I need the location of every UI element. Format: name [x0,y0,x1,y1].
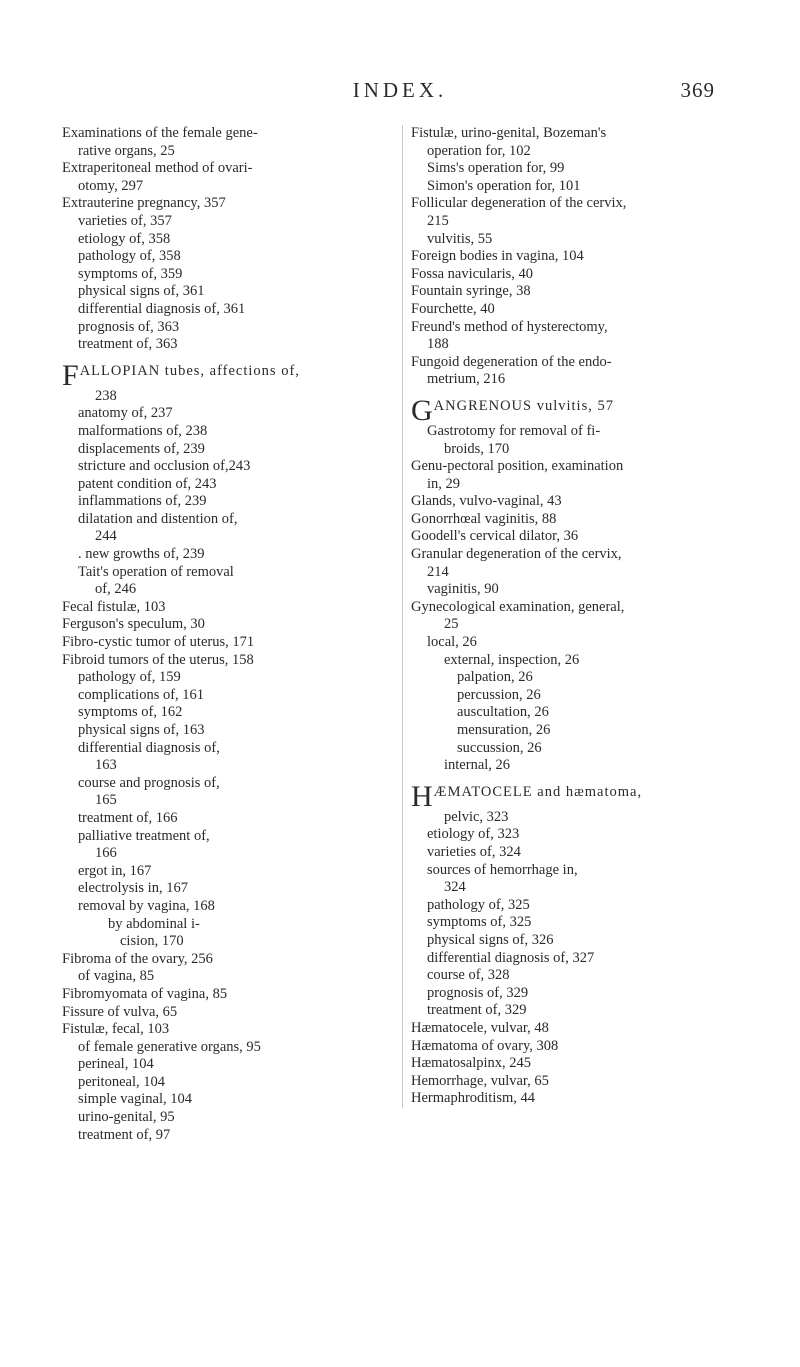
index-entry-text: symptoms of, 325 [427,914,532,931]
index-entry [411,125,741,143]
index-entry-text: metrium, 216 [427,371,506,388]
index-entry-text: Hæmatocele, vulvar, 48 [411,1019,549,1036]
index-entry [62,1021,387,1039]
index-entry-text: treatment of, 97 [78,1126,171,1143]
index-entry [62,143,387,161]
index-entry-text: succussion, 26 [457,739,542,756]
index-entry [411,178,741,196]
page-header [0,78,800,118]
index-section-start [411,398,741,423]
index-entry [62,195,387,213]
index-entry-text: pelvic, 323 [444,808,509,825]
index-entry-text: Hemorrhage, vulvar, 65 [411,1072,549,1089]
index-entry-text: by abdominal i- [108,915,200,932]
index-entry-text: cision, 170 [120,933,184,950]
index-entry-text: 244 [95,528,117,545]
index-entry-text: Fistulæ, urino-genital, Bozeman's [411,125,607,141]
index-entry-text: pathology of, 325 [427,896,530,913]
index-entry-text: peritoneal, 104 [78,1073,165,1090]
index-entry [62,1091,387,1109]
index-entry-text: Fistulæ, fecal, 103 [62,1021,170,1038]
index-entry-text: Freund's method of hysterectomy, [411,318,608,335]
index-entry [411,476,741,494]
index-entry [411,722,741,740]
index-entry [62,845,387,863]
index-entry [411,143,741,161]
index-entry [62,248,387,266]
index-entry-text: Foreign bodies in vagina, 104 [411,248,584,265]
index-entry [62,546,387,564]
drop-capital: G [411,397,433,423]
index-entry-text: 165 [95,792,117,809]
index-entry [411,371,741,389]
index-entry-text: Sims's operation for, 99 [427,160,565,177]
index-entry-text: 166 [95,845,117,862]
index-entry [411,283,741,301]
index-entry-text: Fossa navicularis, 40 [411,265,534,282]
index-entry-text: of vagina, 85 [78,968,155,985]
index-entry [411,564,741,582]
index-entry [62,564,387,582]
index-entry-text: sources of hemorrhage in, [427,861,578,878]
index-entry-text: Fecal fistulæ, 103 [62,598,166,615]
index-entry [62,669,387,687]
index-entry-text: Ferguson's speculum, 30 [62,616,205,633]
index-entry [62,476,387,494]
index-entry-text: percussion, 26 [457,686,541,703]
index-entry [62,1039,387,1057]
index-entry [411,1073,741,1091]
index-entry [411,195,741,213]
index-entry [411,319,741,337]
index-entry [62,916,387,934]
index-entry [62,775,387,793]
index-entry [411,441,741,459]
index-entry-text: vaginitis, 90 [427,581,499,598]
index-entry [411,897,741,915]
index-entry-text: ergot in, 167 [78,862,152,879]
index-entry-text: Tait's operation of removal [78,563,234,580]
index-entry-text: Fungoid degeneration of the endo- [411,353,612,370]
index-entry [62,722,387,740]
index-entry-text: rative organs, 25 [78,142,175,159]
index-entry-text: 214 [427,563,449,580]
drop-capital: F [62,362,79,388]
index-entry-text: broids, 170 [444,440,510,457]
index-entry [62,898,387,916]
index-entry-text: Genu-pectoral position, examination [411,458,624,475]
index-entry [411,914,741,932]
index-entry-text: of, 246 [95,581,137,598]
index-entry [411,599,741,617]
page-number: 369 [680,78,715,102]
index-entry [411,844,741,862]
index-entry-text: 324 [444,879,466,896]
index-entry [62,634,387,652]
index-entry [62,1004,387,1022]
index-entry-text: differential diagnosis of, 327 [427,949,595,966]
index-entry [62,880,387,898]
index-entry-text: differential diagnosis of, [78,739,220,756]
index-column-left [62,125,387,1144]
index-entry [411,248,741,266]
running-title: INDEX. [352,78,448,102]
index-entry [62,319,387,337]
index-entry-text: 188 [427,336,449,353]
index-entry [62,652,387,670]
index-entry [62,704,387,722]
index-entry [62,986,387,1004]
index-entry [411,1002,741,1020]
index-entry-text: malformations of, 238 [78,422,208,439]
index-entry [411,581,741,599]
index-entry [411,511,741,529]
index-entry-text: 215 [427,212,449,229]
index-entry [411,546,741,564]
index-entry-text: urino-genital, 95 [78,1109,175,1126]
index-entry [411,493,741,511]
index-entry-text: Examinations of the female gene- [62,125,258,141]
index-entry [411,687,741,705]
index-entry-text: Extrauterine pregnancy, 357 [62,195,226,212]
index-entry [62,740,387,758]
index-entry [411,826,741,844]
index-entry [62,810,387,828]
index-entry [62,1127,387,1145]
index-entry [411,423,741,441]
index-entry-text: Fibroid tumors of the uterus, 158 [62,651,254,668]
index-entry [411,932,741,950]
index-entry-text: Fountain syringe, 38 [411,283,531,300]
index-entry [62,178,387,196]
index-entry [411,879,741,897]
index-entry [62,581,387,599]
index-entry [411,266,741,284]
index-entry [62,687,387,705]
index-entry-text: operation for, 102 [427,142,531,159]
index-entry [62,863,387,881]
index-entry-text: Gastrotomy for removal of fi- [427,422,601,439]
index-entry-text: etiology of, 358 [78,230,171,247]
index-entry-text: internal, 26 [444,757,511,774]
index-entry [62,528,387,546]
index-entry [62,933,387,951]
index-entry-text: in, 29 [427,475,461,492]
index-entry-text: dilatation and distention of, [78,510,238,527]
index-entry [411,809,741,827]
index-entry-text: . new growths of, 239 [78,546,205,563]
index-entry-text: Glands, vulvo-vaginal, 43 [411,493,562,510]
index-entry-text: patent condition of, 243 [78,475,217,492]
index-entry-text: symptoms of, 162 [78,704,183,721]
index-entry [411,634,741,652]
index-entry-text: varieties of, 357 [78,212,172,229]
index-entry-text: Granular degeneration of the cervix, [411,546,622,563]
index-entry-text: Hæmatosalpinx, 245 [411,1055,532,1072]
index-entry [411,757,741,775]
index-entry [62,160,387,178]
index-section-start [411,784,741,809]
index-entry-text: complications of, 161 [78,686,205,703]
index-entry [62,266,387,284]
index-entry [62,599,387,617]
index-entry-text: physical signs of, 361 [78,283,205,300]
index-entry-text: anatomy of, 237 [78,405,173,422]
index-entry [62,1074,387,1092]
index-entry [62,441,387,459]
index-entry-text: physical signs of, 326 [427,931,554,948]
index-entry-text: local, 26 [427,634,477,651]
index-entry-text: pathology of, 159 [78,669,181,686]
index-entry-text: electrolysis in, 167 [78,880,188,897]
index-entry-text: prognosis of, 363 [78,318,180,335]
index-entry-text: physical signs of, 163 [78,722,205,738]
index-entry [411,1090,741,1108]
index-entry-text: Fibro-cystic tumor of uterus, 171 [62,634,255,651]
index-entry-text: palpation, 26 [457,669,533,686]
index-entry-text: mensuration, 26 [457,722,551,738]
index-entry-text: ALLOPIAN tubes, affections of, [79,362,300,379]
index-entry [62,792,387,810]
index-entry-text: 163 [95,757,117,774]
index-entry [62,493,387,511]
index-entry-text: of female generative organs, 95 [78,1038,261,1055]
index-entry-text: Extraperitoneal method of ovari- [62,160,253,177]
index-entry-text: Hæmatoma of ovary, 308 [411,1037,559,1054]
index-entry [62,757,387,775]
index-entry-text: Fibromyomata of vagina, 85 [62,985,228,1002]
index-entry [411,301,741,319]
index-entry-text: inflammations of, 239 [78,493,207,510]
index-entry-text: Goodell's cervical dilator, 36 [411,528,579,545]
index-entry-text: external, inspection, 26 [444,651,580,668]
index-entry [62,458,387,476]
index-entry [62,405,387,423]
index-entry-text: varieties of, 324 [427,843,521,860]
index-entry-text: vulvitis, 55 [427,230,493,247]
index-entry [62,301,387,319]
index-entry [62,951,387,969]
index-entry-text: symptoms of, 359 [78,265,183,282]
index-entry-text: treatment of, 166 [78,809,178,826]
index-entry-text: Fissure of vulva, 65 [62,1003,178,1020]
index-entry [62,231,387,249]
index-entry [62,336,387,354]
index-entry [62,1056,387,1074]
index-entry [411,669,741,687]
index-entry [411,950,741,968]
index-entry [411,1038,741,1056]
index-entry-text: auscultation, 26 [457,704,549,721]
index-entry-text: differential diagnosis of, 361 [78,300,246,317]
index-entry-text: perineal, 104 [78,1056,154,1073]
index-entry-text: ANGRENOUS vulvitis, 57 [433,397,614,414]
index-entry-text: removal by vagina, 168 [78,897,215,914]
index-entry [62,388,387,406]
index-entry-text: ÆMATOCELE and hæmatoma, [433,783,643,800]
index-entry-text: 238 [95,387,117,404]
index-entry-text: Simon's operation for, 101 [427,177,581,194]
index-entry-text: prognosis of, 329 [427,984,529,1001]
index-entry [411,528,741,546]
index-entry-text: Fibroma of the ovary, 256 [62,950,213,967]
index-entry [411,862,741,880]
index-entry-text: stricture and occlusion of,243 [78,458,251,475]
index-entry [411,985,741,1003]
index-entry [411,1055,741,1073]
index-entry-text: course and prognosis of, [78,774,220,791]
index-entry-text: palliative treatment of, [78,827,210,844]
index-entry [411,967,741,985]
index-section-start [62,363,387,388]
index-entry [411,458,741,476]
index-entry [62,423,387,441]
index-entry-text: pathology of, 358 [78,248,181,265]
index-entry-text: etiology of, 323 [427,826,520,843]
index-entry [411,616,741,634]
index-column-right [402,125,741,1108]
index-entry [62,283,387,301]
index-entry [411,336,741,354]
index-entry [62,968,387,986]
index-entry-text: Gonorrhœal vaginitis, 88 [411,510,557,527]
index-entry-text: 25 [444,616,459,633]
index-entry [62,1109,387,1127]
index-entry [62,213,387,231]
index-entry-text: Hermaphroditism, 44 [411,1090,536,1107]
index-entry [411,213,741,231]
index-entry-text: treatment of, 363 [78,336,178,353]
drop-capital: H [411,783,433,809]
index-entry [411,704,741,722]
index-entry [411,652,741,670]
index-entry [411,740,741,758]
index-entry [411,354,741,372]
index-entry-text: Fourchette, 40 [411,300,495,317]
index-entry [411,231,741,249]
index-entry-text: treatment of, 329 [427,1002,527,1019]
index-entry [411,1020,741,1038]
index-entry [62,616,387,634]
index-entry-text: course of, 328 [427,967,510,984]
index-entry [411,160,741,178]
index-entry-text: simple vaginal, 104 [78,1091,192,1108]
index-entry-text: Gynecological examination, general, [411,598,625,615]
index-entry [62,125,387,143]
index-entry [62,511,387,529]
index-entry-text: displacements of, 239 [78,440,205,457]
index-entry-text: otomy, 297 [78,177,144,194]
index-entry-text: Follicular degeneration of the cervix, [411,195,627,212]
index-entry [62,828,387,846]
